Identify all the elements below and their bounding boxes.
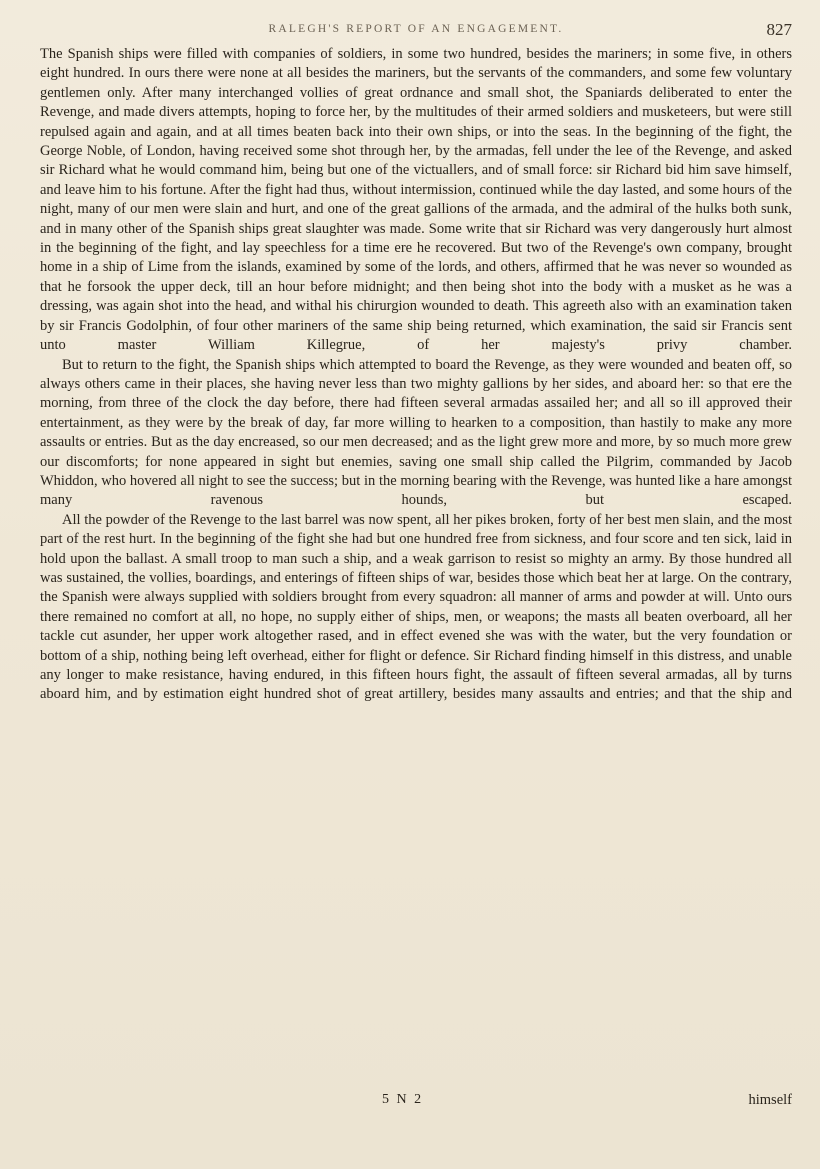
catchword: himself bbox=[748, 1092, 792, 1108]
paragraph-1: The Spanish ships were filled with companies of soldiers, in some two hundred, besides the mariners; in some five, in others eight hundred. In ours there were none at all besides the mariners, but the servants of the commanders, and some few voluntary gentlemen only. After many interchanged vollies of great ordnance and small shot, the Spaniards deliberated to enter the Revenge, and made divers attempts, hoping to force her, by the multitudes of their armed soldiers and musketeers, but were still repulsed again and again, and at all times beaten back into their own ships, or into the seas. In the beginning of the fight, the George Noble, of London, having received some shot through her, by the armadas, fell under the lee of the Revenge, and asked sir Richard what he would command him, being but one of the victuallers, and of small force: sir Richard bid him save himself, and leave him to his fortune. After the fight had thus, without intermission, continued while the day lasted, and some hours of the night, many of our men were slain and hurt, and one of the great gallions of the armada, and the admiral of the hulks both sunk, and in many other of the Spanish ships great slaughter was made. Some write that sir Richard was very dangerously hurt almost in the beginning of the fight, and lay speechless for a time ere he recovered. But two of the Revenge's own company, brought home in a ship of Lime from the islands, examined by some of the lords, and others, affirmed that he was never so wounded as that he forsook the upper deck, till an hour before midnight; and then being shot into the body with a musket as he was a dressing, was again shot into the head, and withal his chirurgion wounded to death. This agreeth also with an examination taken by sir Francis Godolphin, of four other mariners of the same ship being returned, which examination, the said sir Francis sent unto master William Killegrue, of her majesty's privy chamber. bbox=[40, 46, 792, 354]
signature-mark: 5 N 2 bbox=[382, 1092, 424, 1107]
paragraph-3: All the powder of the Revenge to the last barrel was now spent, all her pikes broken, forty of her best men slain, and the most part of the rest hurt. In the beginning of the fight she had but one hundred free from sickness, and four score and ten sick, laid in hold upon the ballast. A small troop to man such a ship, and a weak garrison to resist so mighty an army. By those hundred all was sustained, the vollies, boardings, and enterings of fifteen ships of war, besides those which beat her at large. On the contrary, the Spanish were always supplied with soldiers brought from every squadron: all manner of arms and powder at will. Unto ours there remained no comfort at all, no hope, no supply either of ships, men, or weapons; the masts all beaten overboard, all her tackle cut asunder, her upper work altogether rased, and in effect evened she was with the water, but the very foundation or bottom of a ship, nothing being left overhead, either for flight or defence. Sir Richard finding himself in this distress, and unable any longer to make resistance, having endured, in this fifteen hours fight, the assault of fifteen several armadas, all by turns aboard him, and by estimation eight hundred shot of great artillery, besides many assaults and entries; and that the ship and bbox=[40, 511, 792, 703]
page-footer bbox=[40, 1092, 792, 1114]
running-head bbox=[40, 20, 792, 40]
paragraph-2: But to return to the fight, the Spanish ships which attempted to board the Revenge, as they were wounded and beaten off, so always others came in their places, she having never less than two mighty gallions by her sides, and aboard her: so that ere the morning, from three of the clock the day before, there had fifteen several armadas assailed her; and all so ill approved their entertainment, as they were by the break of day, far more willing to hearken to a composition, than hastily to make any more assaults or entries. But as the day encreased, so our men decreased; and as the light grew more and more, by so much more grew our discomforts; for none appeared in sight but enemies, saving one small ship called the Pilgrim, commanded by Jacob Whiddon, who hovered all night to see the success; but in the morning bearing with the Revenge, was hunted like a hare amongst many ravenous hounds, but escaped. bbox=[40, 356, 792, 509]
page-number: 827 bbox=[766, 20, 792, 39]
text-body bbox=[40, 45, 792, 705]
running-title: RALEGH'S REPORT OF AN ENGAGEMENT. bbox=[268, 23, 564, 35]
